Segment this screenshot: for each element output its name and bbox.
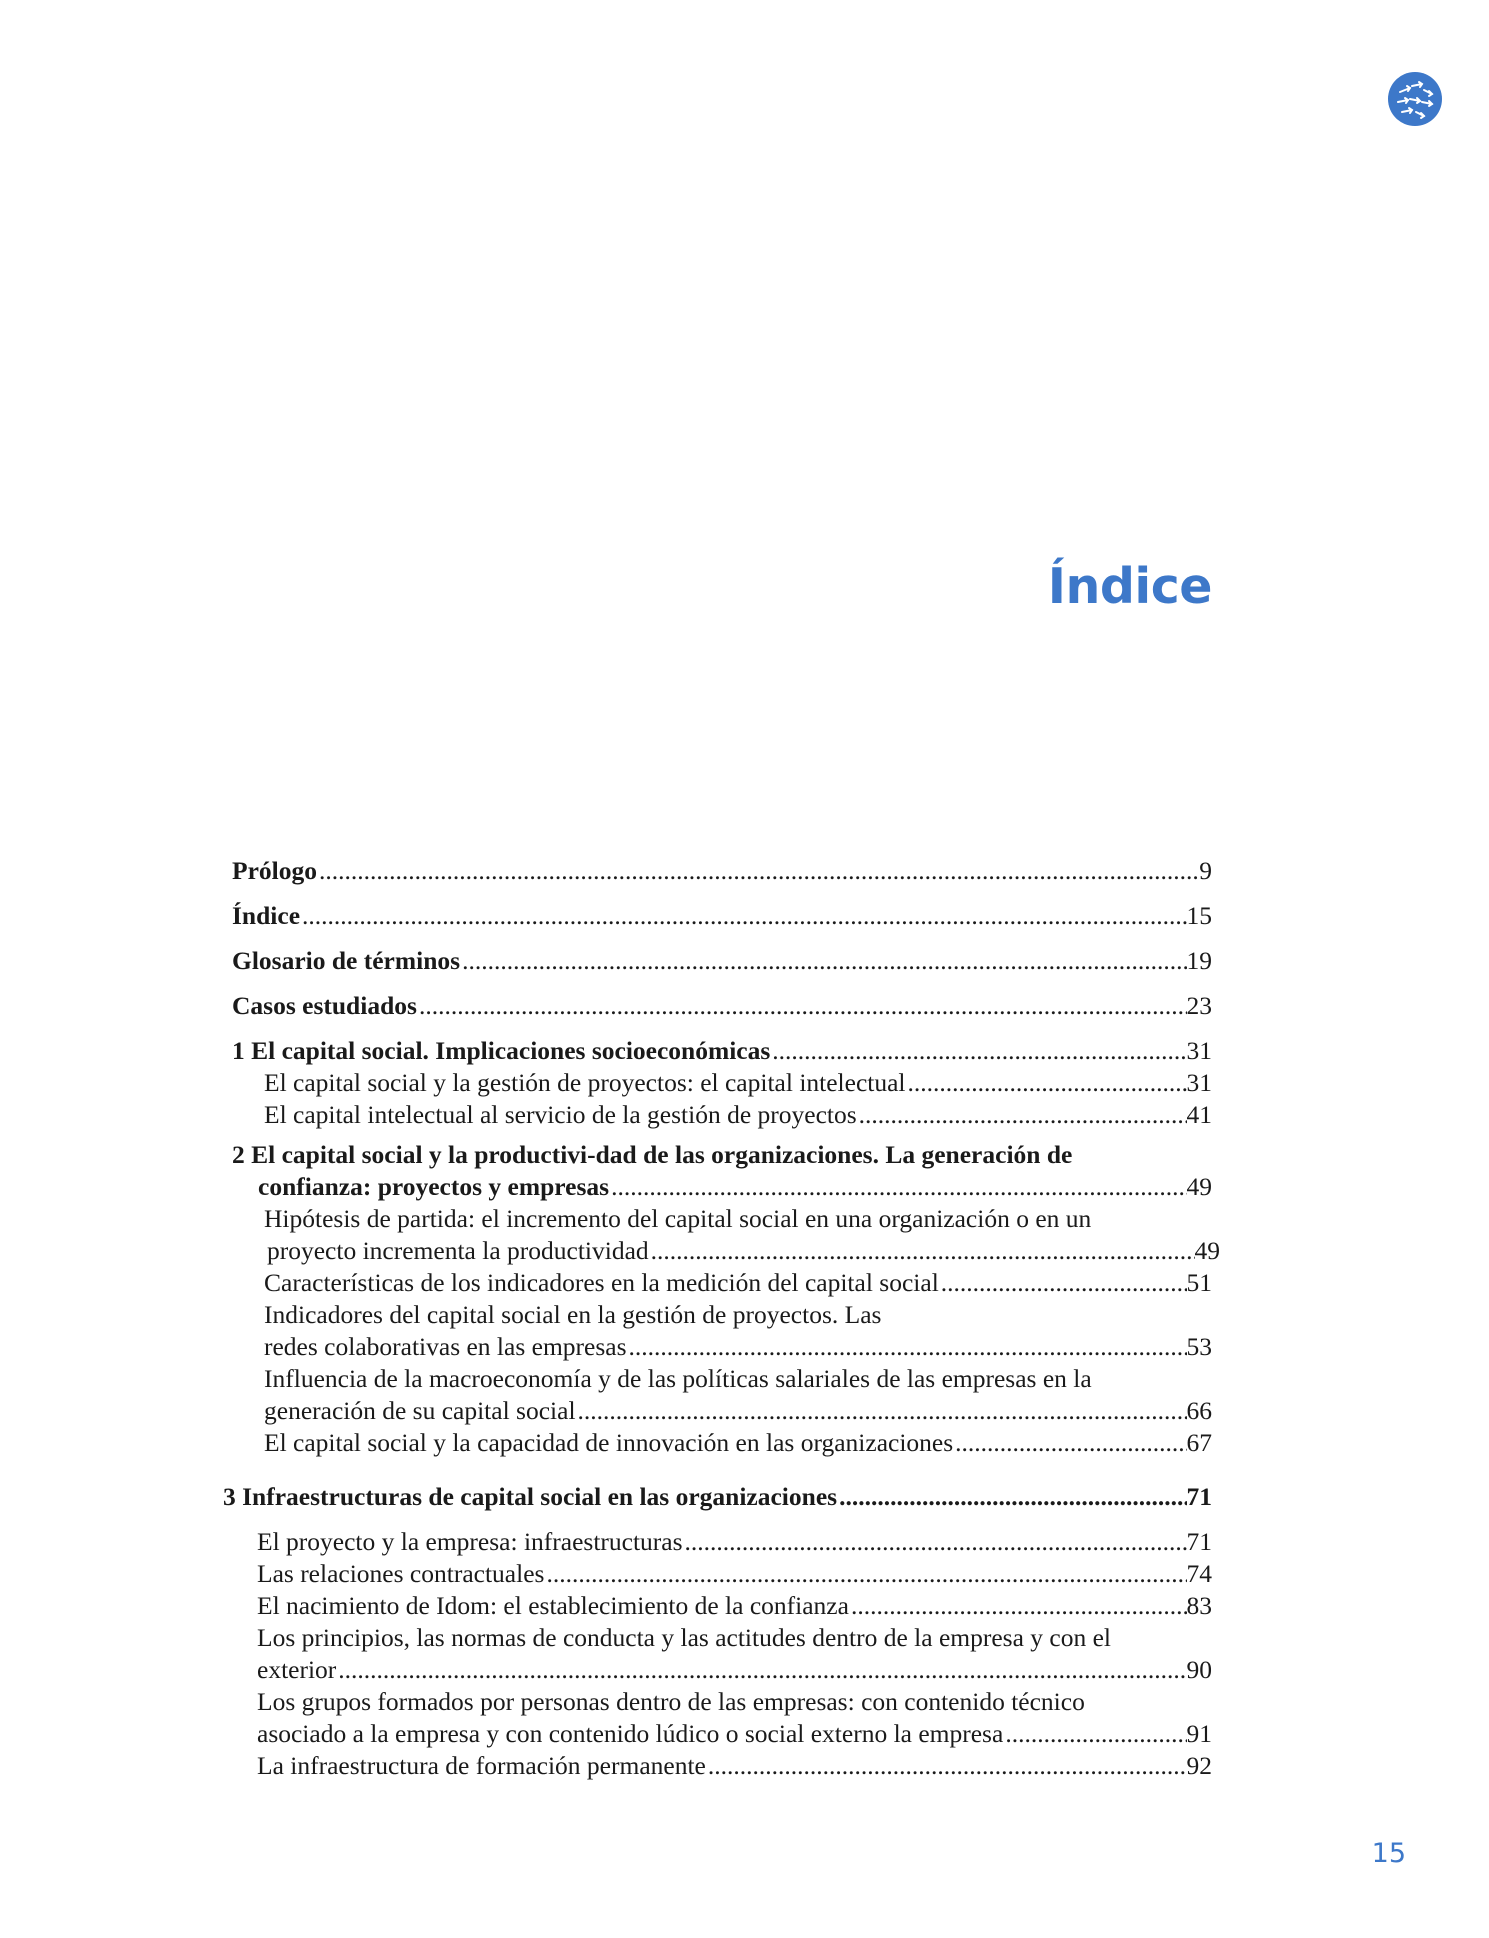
toc-entry-label-line: Los grupos formados por personas dentro de las empresas: con contenido técnico	[257, 1687, 1085, 1716]
toc-entry-page: 53	[1186, 1332, 1212, 1361]
leader-dots	[955, 1427, 1186, 1459]
leader-dots	[302, 900, 1186, 932]
toc-entry-label: proyecto incrementa la productividad	[267, 1236, 649, 1265]
toc-entry-page: 31	[1186, 1036, 1212, 1065]
toc-entry-label: generación de su capital social	[264, 1396, 576, 1425]
toc-entry-page: 74	[1186, 1559, 1212, 1588]
toc-entry-page: 71	[1186, 1527, 1212, 1556]
toc-entry-label: Glosario de términos	[232, 946, 461, 975]
toc-entry-page: 41	[1186, 1100, 1212, 1129]
leader-dots	[908, 1067, 1187, 1099]
toc-entry-label: Características de los indicadores en la medición del capital social	[264, 1268, 939, 1297]
toc-entry-label: Las relaciones contractuales	[257, 1559, 545, 1588]
toc-subentry[interactable]	[231, 1427, 1212, 1459]
toc-entry-page: 49	[1194, 1236, 1220, 1265]
toc-entry-label-line: Los principios, las normas de conducta y las actitudes dentro de la empresa y con el	[257, 1623, 1111, 1652]
toc-entry-page: 91	[1186, 1719, 1212, 1748]
toc-entry-glosario[interactable]	[231, 945, 1212, 977]
toc-entry-prologo[interactable]	[231, 855, 1212, 887]
leader-dots	[611, 1171, 1186, 1203]
toc-chapter-title: 3 Infraestructuras de capital social en las organizaciones	[223, 1482, 838, 1511]
toc-entry-label: El proyecto y la empresa: infraestructuras	[257, 1527, 683, 1556]
page-title: Índice	[1047, 558, 1212, 615]
toc-chapter-3[interactable]	[223, 1481, 1212, 1513]
toc-entry-label: El nacimiento de Idom: el establecimiento de la confianza	[257, 1591, 849, 1620]
toc-chapter-title-line: 2 El capital social y la productivi-dad de las organizaciones. La generación de	[232, 1140, 1073, 1169]
toc-entry-label-line: Influencia de la macroeconomía y de las políticas salariales de las empresas en la	[264, 1364, 1092, 1393]
leader-dots	[651, 1235, 1195, 1267]
toc-subentry[interactable]	[231, 1526, 1212, 1558]
toc-entry-label: exterior	[257, 1655, 337, 1684]
leader-dots	[859, 1099, 1187, 1131]
leader-dots	[462, 945, 1186, 977]
toc-subentry[interactable]	[231, 1686, 1212, 1750]
toc-chapter-1[interactable]	[231, 1035, 1212, 1067]
toc-entry-page: 71	[1186, 1482, 1212, 1511]
arrows-circle-logo-icon	[1388, 72, 1442, 126]
leader-dots	[629, 1331, 1187, 1363]
toc-entry-page: 51	[1186, 1268, 1212, 1297]
toc-entry-label-line: Hipótesis de partida: el incremento del capital social en una organización o en un	[264, 1204, 1092, 1233]
toc-entry-page: 15	[1186, 901, 1212, 930]
toc-entry-label-line: Indicadores del capital social en la gestión de proyectos. Las	[264, 1300, 882, 1329]
toc-entry-page: 31	[1186, 1068, 1212, 1097]
toc-entry-label: redes colaborativas en las empresas	[264, 1332, 627, 1361]
toc-subentry[interactable]	[231, 1750, 1212, 1782]
toc-entry-label: El capital social y la gestión de proyectos: el capital intelectual	[264, 1068, 906, 1097]
toc-entry-label: El capital social y la capacidad de innovación en las organizaciones	[264, 1428, 954, 1457]
toc-entry-label: Índice	[232, 901, 301, 930]
leader-dots	[851, 1590, 1187, 1622]
leader-dots	[338, 1654, 1186, 1686]
page-number: 15	[1371, 1838, 1406, 1869]
toc-entry-page: 92	[1186, 1751, 1212, 1780]
toc-subentry[interactable]	[231, 1267, 1212, 1299]
leader-dots	[319, 855, 1199, 887]
toc-subentry[interactable]	[231, 1203, 1220, 1267]
toc-chapter-title: confianza: proyectos y empresas	[258, 1172, 610, 1201]
leader-dots	[708, 1750, 1187, 1782]
toc-entry-label: asociado a la empresa y con contenido lúdico o social externo la empresa	[257, 1719, 1004, 1748]
leader-dots	[839, 1481, 1186, 1513]
toc-subentry[interactable]	[231, 1067, 1212, 1099]
toc-entry-page: 23	[1186, 991, 1212, 1020]
leader-dots	[578, 1395, 1187, 1427]
toc-entry-page: 67	[1186, 1428, 1212, 1457]
toc-chapter-title: 1 El capital social. Implicaciones socioeconómicas	[232, 1036, 771, 1065]
toc-chapter-2[interactable]	[231, 1139, 1212, 1203]
toc-subentry[interactable]	[231, 1299, 1212, 1363]
toc-entry-page: 90	[1186, 1655, 1212, 1684]
toc-entry-label: Casos estudiados	[232, 991, 417, 1020]
toc-entry-label: La infraestructura de formación permanente	[257, 1751, 706, 1780]
toc-entry-page: 83	[1186, 1591, 1212, 1620]
leader-dots	[419, 990, 1187, 1022]
table-of-contents	[223, 855, 1220, 1782]
toc-entry-casos[interactable]	[231, 990, 1212, 1022]
toc-entry-label: El capital intelectual al servicio de la gestión de proyectos	[264, 1100, 857, 1129]
leader-dots	[685, 1526, 1187, 1558]
toc-subentry[interactable]	[231, 1590, 1212, 1622]
toc-entry-page: 66	[1186, 1396, 1212, 1425]
toc-entry-page: 19	[1186, 946, 1212, 975]
toc-entry-indice[interactable]	[231, 900, 1212, 932]
toc-entry-page: 9	[1199, 856, 1212, 885]
leader-dots	[772, 1035, 1186, 1067]
toc-subentry[interactable]	[231, 1099, 1212, 1131]
leader-dots	[1005, 1718, 1186, 1750]
toc-subentry[interactable]	[231, 1558, 1212, 1590]
toc-entry-label: Prólogo	[232, 856, 317, 885]
leader-dots	[546, 1558, 1186, 1590]
toc-entry-page: 49	[1186, 1172, 1212, 1201]
toc-subentry[interactable]	[231, 1622, 1212, 1686]
leader-dots	[941, 1267, 1187, 1299]
toc-subentry[interactable]	[231, 1363, 1212, 1427]
